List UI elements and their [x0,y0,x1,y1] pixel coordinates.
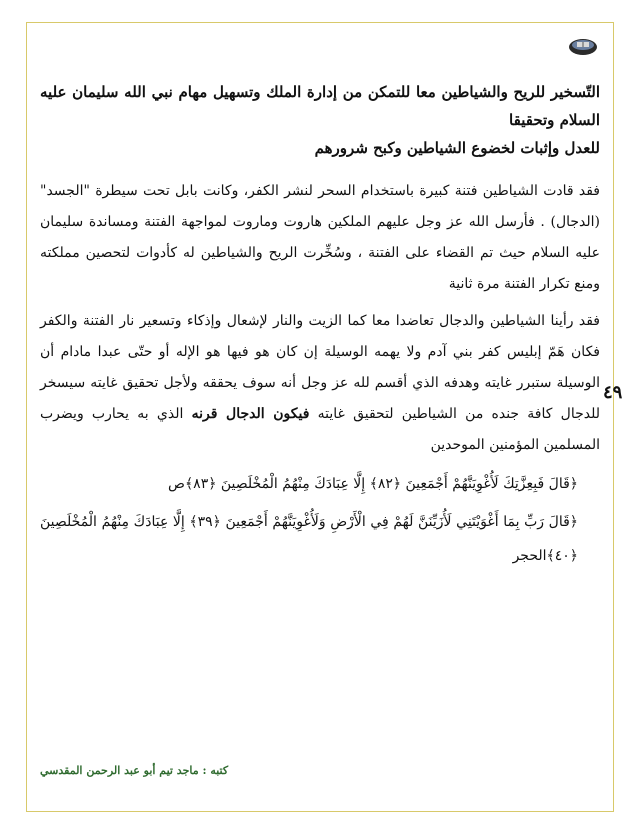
paragraph-2 [40,306,600,461]
heading-line-2: للعدل وإثبات لخضوع الشياطين وكبح شرورهم [314,139,600,157]
author-signature: كتبه : ماجد تيم أبو عبد الرحمن المقدسي [40,764,229,777]
paragraph-2-bold: فيكون الدجال قرنه [191,406,310,422]
page-number: ٤٩ [603,382,623,403]
book-logo-icon [568,34,598,56]
quran-verse-1: ﴿قَالَ فَبِعِزَّتِكَ لَأُغْوِيَنَّهُمْ أَجْمَعِينَ ﴿٨٢﴾ إِلَّا عِبَادَكَ مِنْهُمُ الْمُخْلَصِينَ ﴿٨٣﴾ص [168,476,578,492]
paragraph-1: فقد قادت الشياطين فتنة كبيرة باستخدام السحر لنشر الكفر، وكانت بابل تحت سيطرة "الجسد" (الدجال) . فأرسل الله عز وجل عليهم الملكين هاروت وماروت لمواجهة الفتنة ومساندة سليمان عليه السلام حيث تم القضاء على الفتنة ، وسُخِّرت الريح والشياطين له كأدوات لتحصين مملكته ومنع تكرار الفتنة مرة ثانية [40,183,600,292]
paragraph-2-text-b: الذي به يحارب ويضرب المسلمين المؤمنين الموحدين [40,406,600,453]
heading-line-1: التّسخير للريح والشياطين معا للتمكن من إدارة الملك وتسهيل مهام نبي الله سليمان عليه السلام وتحقيقا [40,83,600,129]
paragraph-2-text-a: فقد رأينا الشياطين والدجال تعاضدا معا كما الزيت والنار لإشعال وإذكاء وتسعير نار الفتنة والكفر فكان هَمّ إبليس كفر بني آدم ولا يهمه الوسيلة إن كان هو فيها هو الإله أو حتّى عبدا مادام أن الوسيلة ستبرر غايته وهدفه الذي أقسم لله عز وجل أنه سوف يحققه ولأجل تحقيق غايته سيسخر للدجال كافة جنده من الشياطين لتحقيق غايته [40,313,600,422]
quran-verse-2: ﴿قَالَ رَبِّ بِمَا أَغْوَيْتَنِي لَأُزَيِّنَنَّ لَهُمْ فِي الْأَرْضِ وَلَأُغْوِيَنَّهُمْ أَجْمَعِينَ ﴿٣٩﴾ إِلَّا عِبَادَكَ مِنْهُمُ الْمُخْلَصِينَ ﴿٤٠﴾الحجر [40,514,579,564]
section-heading [40,78,600,162]
document-body [40,78,600,573]
